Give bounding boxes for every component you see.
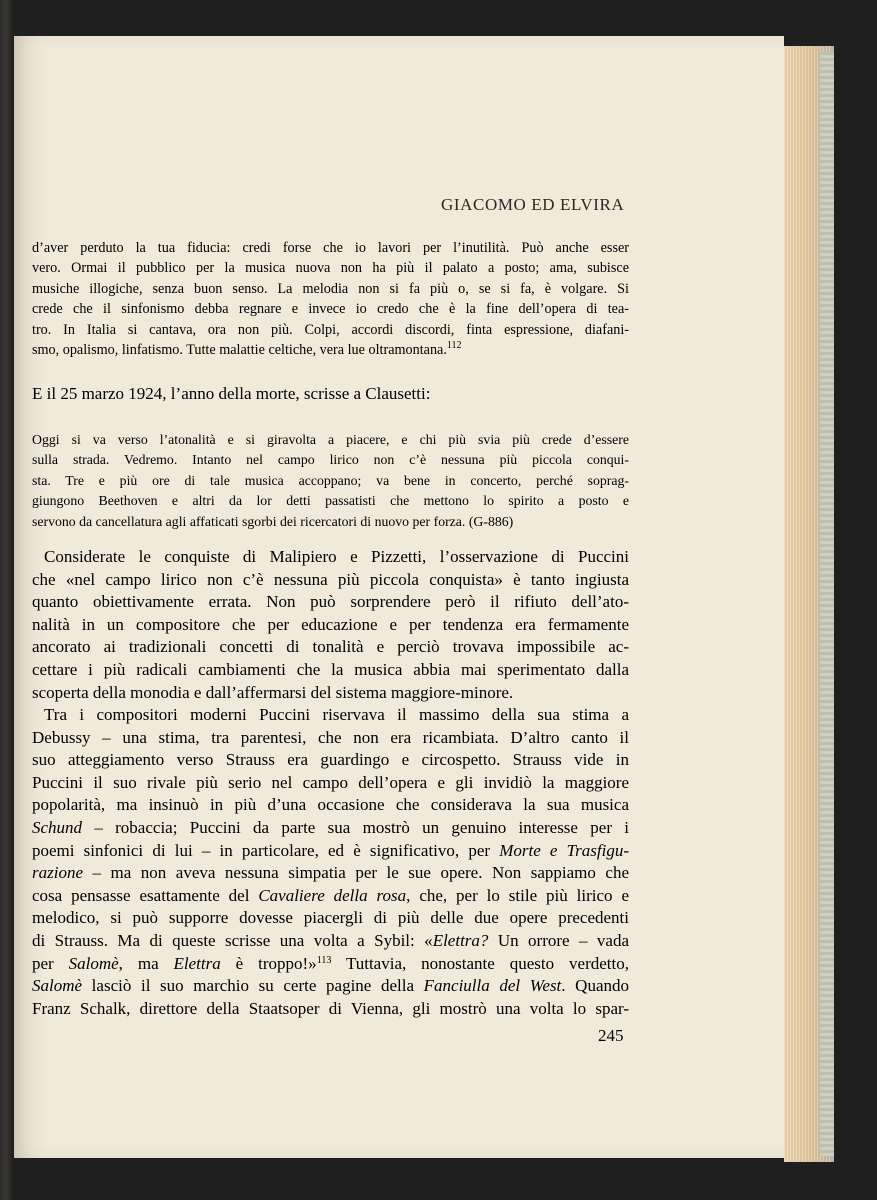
line-text: Tuttavia, nonostante questo verdetto, bbox=[331, 953, 629, 973]
paragraph-1-line: scoperta della monodia e dall’affermarsi del sistema maggiore-minore. bbox=[32, 682, 514, 702]
line-text: di Strauss. Ma di queste scrisse una volta a Sybil: « bbox=[32, 930, 433, 950]
line-text: , che, per lo stile più lirico e bbox=[406, 885, 630, 905]
quote-2-line: sulla strada. Vedremo. Intanto nel campo lirico non c’è nessuna più piccola conqui- bbox=[32, 452, 629, 468]
paragraph-2-line bbox=[32, 817, 629, 840]
quote-2-line: servono da cancellatura agli affaticati sgorbi dei ricercatori di nuovo per forza. (G-886) bbox=[32, 513, 514, 529]
quote-2-line: Oggi si va verso l’atonalità e si giravolta a piacere, e chi più svia più crede d’essere bbox=[32, 432, 629, 447]
paragraph-2-line bbox=[32, 975, 629, 998]
italic-title: Salomè bbox=[68, 953, 119, 973]
paragraph-1-line: nalità in un compositore che per educazione e per tendenza era fermamente bbox=[32, 614, 629, 634]
paragraph-1-line: Considerate le conquiste di Malipiero e Pizzetti, l’osservazione di Puccini bbox=[44, 547, 629, 566]
line-text: è troppo!» bbox=[220, 953, 317, 973]
paragraph-2-line bbox=[32, 840, 629, 863]
paragraph-2-line: Tra i compositori moderni Puccini riservava il massimo della sua stima a bbox=[44, 705, 629, 724]
paragraph-2-line bbox=[32, 953, 629, 976]
paragraph-2-line: Franz Schalk, direttore della Staatsoper di Vienna, gli mostrò una volta lo spar- bbox=[32, 998, 629, 1018]
italic-title: Salomè bbox=[32, 976, 83, 996]
italic-title: Elettra? bbox=[432, 930, 489, 950]
book-spine bbox=[0, 0, 14, 1200]
italic-title: Morte e Trasfigu- bbox=[499, 840, 629, 860]
line-text: cosa pensasse esattamente del bbox=[32, 885, 259, 905]
footnote-ref-112: 112 bbox=[446, 340, 462, 352]
paragraph-1-line: cettare i più radicali cambiamenti che la musica abbia mai sperimentato dalla bbox=[32, 659, 629, 679]
quote-1-line: crede che il sinfonismo debba regnare e invece io credo che è la fine dell’opera di tea- bbox=[32, 301, 629, 318]
quote-1-line: musiche illogiche, senza buon senso. La melodia non si fa più o, se si fa, è volgare. Si bbox=[32, 280, 629, 297]
paragraph-2-line bbox=[32, 862, 629, 885]
book-cover-edge bbox=[820, 52, 834, 1156]
quote-1-last-line bbox=[32, 340, 629, 360]
line-text: lasciò il suo marchio su certe pagine della bbox=[82, 976, 424, 996]
page-number: 245 bbox=[598, 1026, 624, 1045]
footnote-ref-113: 113 bbox=[316, 954, 332, 966]
line-text: – robaccia; Puccini da parte sua mostrò un genuino interesse per i bbox=[82, 817, 629, 837]
quote-1-line-text: smo, opalismo, linfatismo. Tutte malattie celtiche, vera lue oltramontana. bbox=[32, 342, 447, 359]
line-text: Un orrore – vada bbox=[488, 930, 629, 950]
paragraph-2-line: Puccini il suo rivale più serio nel campo dell’opera e gli invidiò la maggiore bbox=[32, 772, 629, 792]
running-head: GIACOMO ED ELVIRA bbox=[441, 195, 625, 214]
quote-2-line: giungono Beethoven e altri da lor detti passatisti che mettono lo spirito a posto e bbox=[32, 493, 629, 509]
paragraph-1-line: che «nel campo lirico non c’è nessuna più piccola conquista» è tanto ingiusta bbox=[32, 569, 629, 589]
line-text: – ma non aveva nessuna simpatia per le sue opere. Non sappiamo che bbox=[83, 863, 629, 883]
italic-term: Schund bbox=[32, 817, 83, 837]
paragraph-2-line: popolarità, ma insinuò in più d’una occasione che considerava la sua musica bbox=[32, 795, 629, 815]
paragraph-1-line: quanto obiettivamente errata. Non può sorprendere però il rifiuto dell’ato- bbox=[32, 592, 629, 612]
line-text: poemi sinfonici di lui – in particolare, ed è significativo, per bbox=[32, 840, 500, 860]
paragraph-2-line: Debussy – una stima, tra parentesi, che non era ricambiata. D’altro canto il bbox=[32, 727, 629, 747]
paragraph-2-line: suo atteggiamento verso Strauss era guardingo e circospetto. Strauss vide in bbox=[32, 750, 629, 770]
paragraph-2-line bbox=[32, 885, 629, 908]
block-quote-1 bbox=[32, 238, 629, 360]
line-text: . Quando bbox=[561, 976, 629, 996]
paragraph-2 bbox=[32, 704, 629, 1020]
paragraph-1-line: ancorato ai tradizionali concetti di tonalità e perciò trovava impossibile ac- bbox=[32, 637, 629, 657]
italic-title: Elettra bbox=[173, 953, 221, 973]
paragraph-2-line bbox=[32, 930, 629, 953]
quote-1-line: vero. Ormai il pubblico per la musica nuova non ha più il palato a posto; ama, subisce bbox=[32, 260, 629, 277]
paragraph-1 bbox=[32, 546, 629, 704]
quote-1-line: d’aver perduto la tua fiducia: credi forse che io lavori per l’inutilità. Può anche esser bbox=[32, 240, 629, 256]
italic-title: razione bbox=[32, 863, 83, 883]
line-text: per bbox=[32, 953, 69, 973]
line-text: , ma bbox=[118, 953, 174, 973]
paragraph-2-line: melodico, si può supporre dovesse piacergli di più delle due opere precedenti bbox=[32, 908, 629, 928]
italic-title: Fanciulla del West bbox=[423, 976, 562, 996]
quote-1-line: tro. In Italia si cantava, ora non più. Colpi, accordi discordi, finta espressione, diafani- bbox=[32, 321, 629, 338]
quote-2-line: sta. Tre e più ore di tale musica accoppano; va bene in concerto, perché soprag- bbox=[32, 472, 629, 488]
italic-title: Cavaliere della rosa bbox=[258, 885, 407, 905]
block-quote-2 bbox=[32, 430, 629, 532]
intro-line: E il 25 marzo 1924, l’anno della morte, scrisse a Clausetti: bbox=[32, 384, 431, 403]
